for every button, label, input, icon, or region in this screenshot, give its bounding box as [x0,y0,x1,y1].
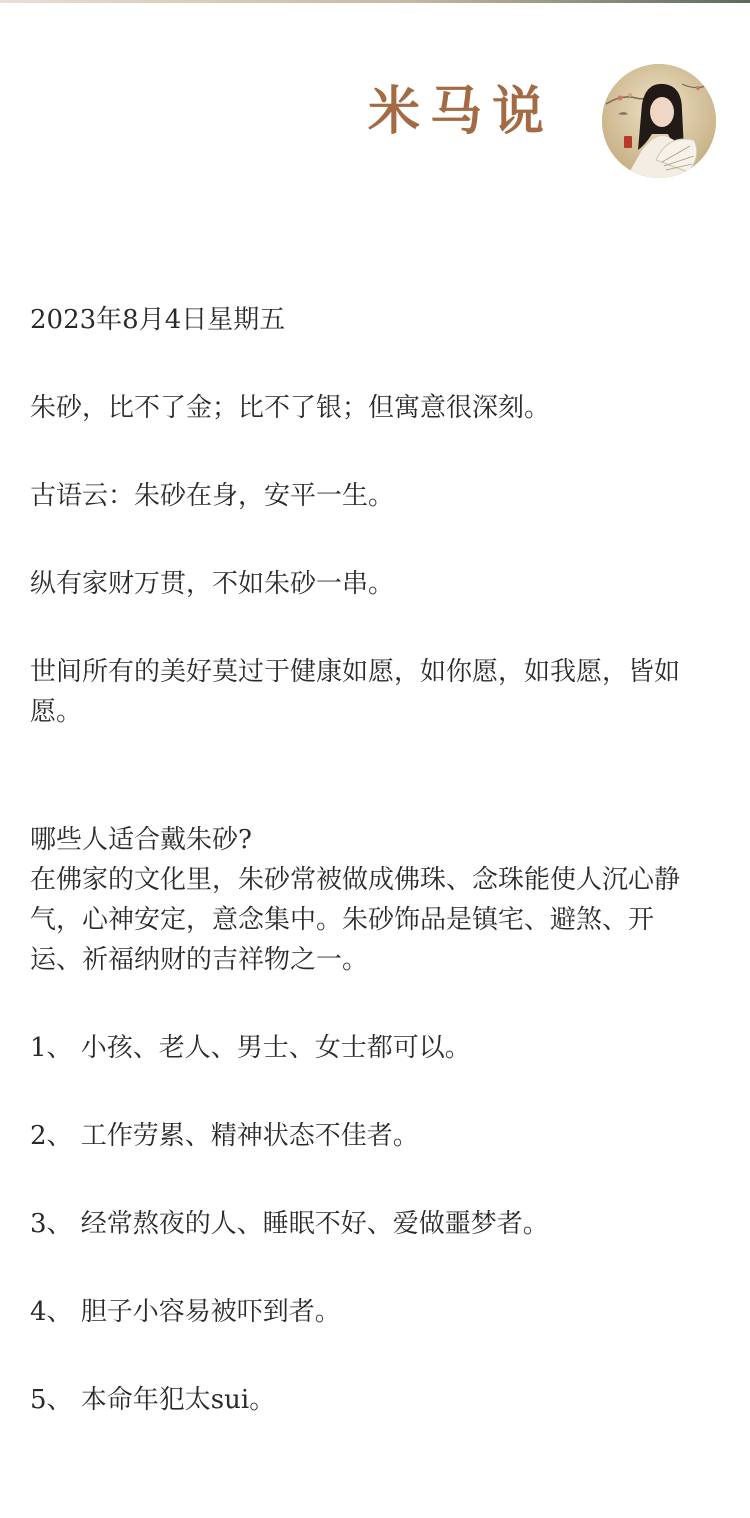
article-date: 2023年8月4日星期五 [30,305,286,335]
paragraph: 世间所有的美好莫过于健康如愿，如你愿，如我愿，皆如愿。 [30,657,681,727]
section-question: 哪些人适合戴朱砂? [30,825,252,855]
portrait-image [602,64,716,178]
author-avatar[interactable] [602,64,716,178]
list-item: 2、 工作劳累、精神状态不佳者。 [30,1121,419,1151]
paragraph: 纵有家财万贯，不如朱砂一串。 [30,569,395,599]
paragraph: 朱砂，比不了金；比不了银；但寓意很深刻。 [30,393,551,423]
header [0,0,750,190]
section-explanation: 在佛家的文化里，朱砂常被做成佛珠、念珠能使人沉心静气，心神安定，意念集中。朱砂饰品是镇宅、避煞、开运、祈福纳财的吉祥物之一。 [30,865,681,975]
list-item: 5、 本命年犯太sui。 [30,1385,276,1415]
list-item: 4、 胆子小容易被吓到者。 [30,1297,341,1327]
brand-title: 米马说 [368,81,555,142]
article-body [30,300,705,1420]
paragraph: 古语云：朱砂在身，安平一生。 [30,481,395,511]
list-item: 1、 小孩、老人、男士、女士都可以。 [30,1033,471,1063]
list-item: 3、 经常熬夜的人、睡眠不好、爱做噩梦者。 [30,1209,549,1239]
